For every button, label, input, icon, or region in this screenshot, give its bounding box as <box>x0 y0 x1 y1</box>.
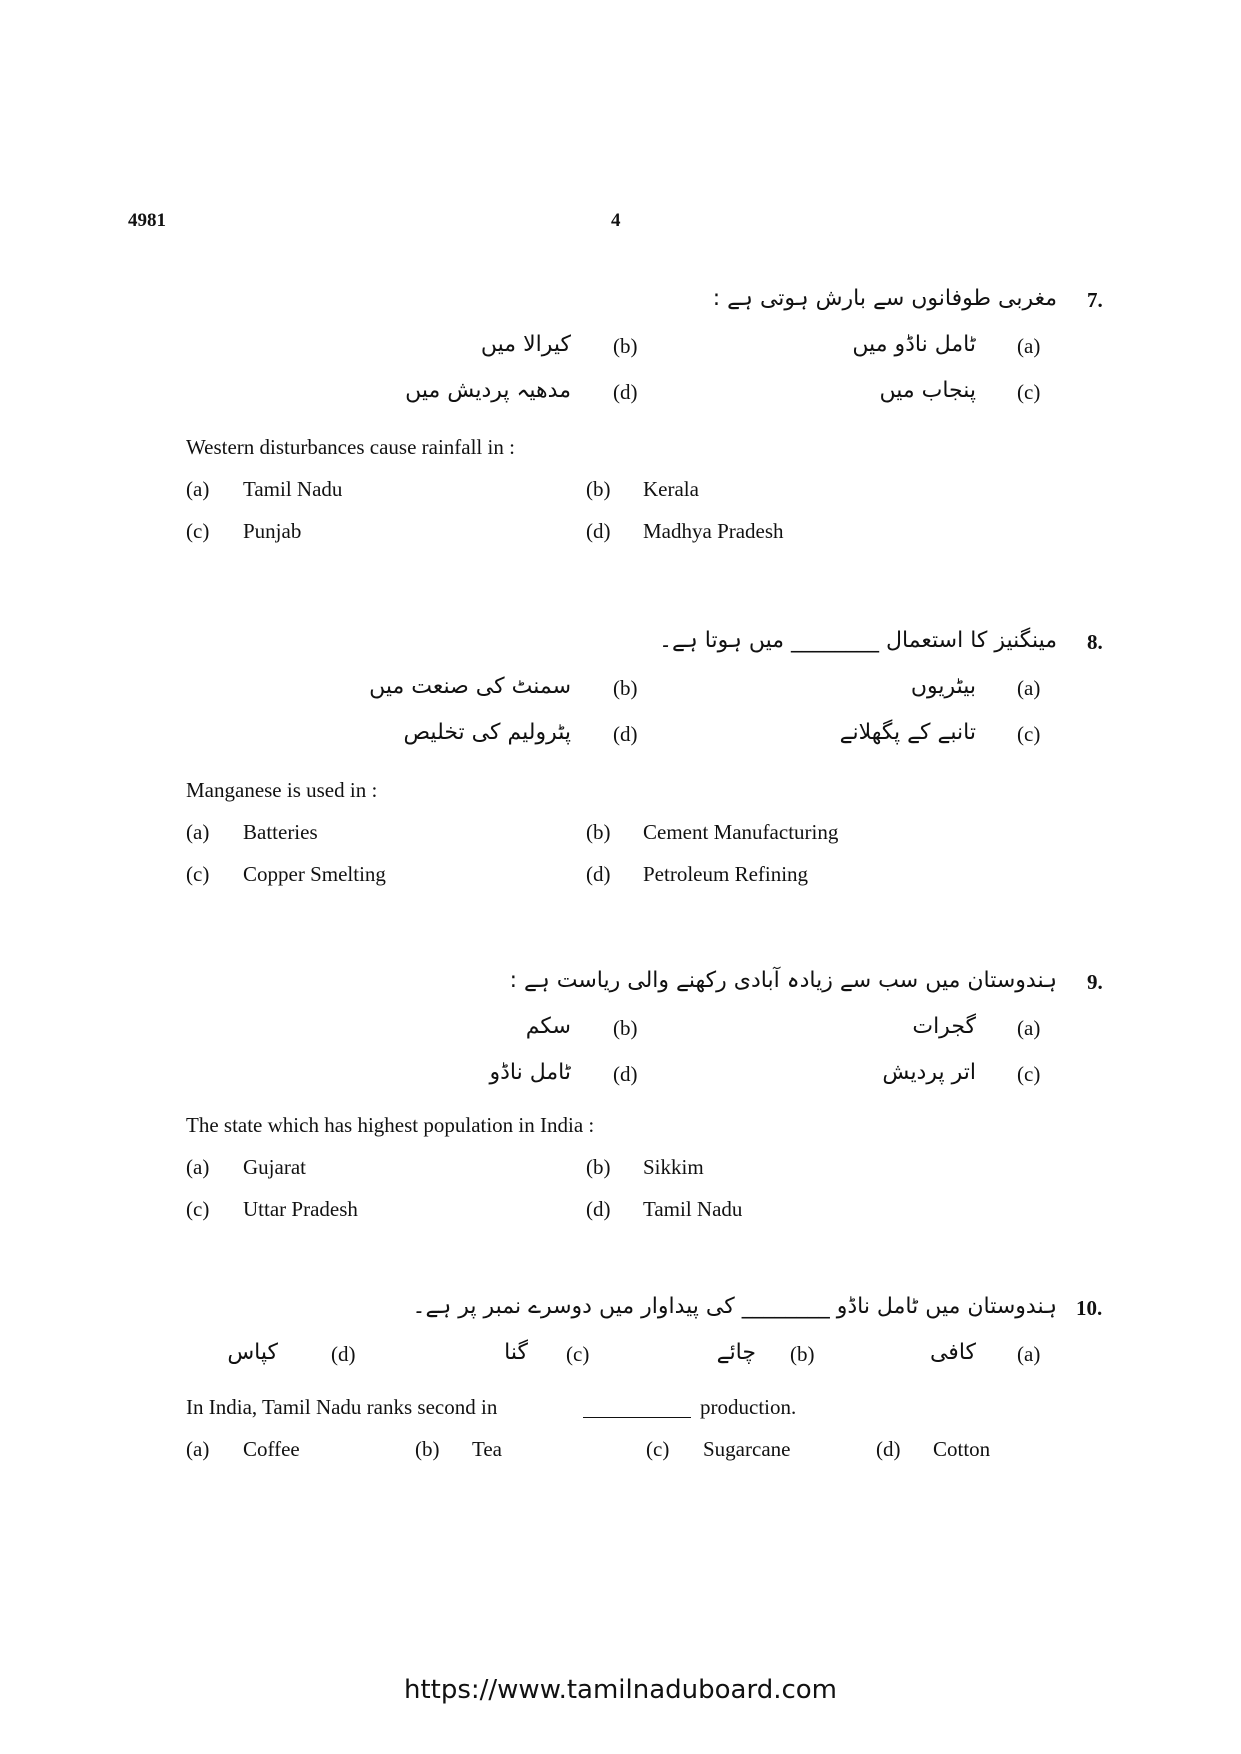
english-question-start: In India, Tamil Nadu ranks second in <box>186 1395 498 1419</box>
english-option-label: (b) <box>415 1437 440 1461</box>
urdu-option-text: اتر پردیش <box>882 1060 976 1085</box>
english-option-text: Tamil Nadu <box>243 477 343 501</box>
english-option-text: Batteries <box>243 820 318 844</box>
question-number: 8. <box>1087 630 1103 654</box>
english-option-label: (a) <box>186 1155 210 1179</box>
urdu-option-label: (c) <box>1017 1062 1041 1086</box>
english-option-label: (c) <box>186 519 210 543</box>
urdu-option-label: (d) <box>613 1062 638 1086</box>
english-option-text: Copper Smelting <box>243 862 386 886</box>
question-number: 7. <box>1087 288 1103 312</box>
english-option-label: (a) <box>186 1437 210 1461</box>
urdu-option-text: پٹرولیم کی تخلیص <box>403 720 571 745</box>
urdu-option-text: ٹامل ناڈو میں <box>852 332 976 357</box>
english-option-text: Sikkim <box>643 1155 704 1179</box>
english-option-label: (c) <box>646 1437 670 1461</box>
answer-blank-line <box>583 1417 691 1418</box>
urdu-option-label: (a) <box>1017 1016 1041 1040</box>
page-number: 4 <box>611 210 621 231</box>
english-option-text: Tea <box>472 1437 503 1461</box>
english-option-text: Kerala <box>643 477 699 501</box>
english-option-label: (c) <box>186 1197 210 1221</box>
urdu-option-text: کافی <box>929 1340 976 1365</box>
english-option-text: Cement Manufacturing <box>643 820 839 844</box>
urdu-option-text: گنا <box>504 1340 528 1365</box>
footer-url: https://www.tamilnaduboard.com <box>403 1675 838 1705</box>
urdu-option-label: (b) <box>613 334 638 358</box>
english-option-label: (b) <box>586 1155 611 1179</box>
question-number: 9. <box>1087 970 1103 994</box>
urdu-option-text: سمنٹ کی صنعت میں <box>369 674 571 699</box>
question-number: 10. <box>1076 1296 1103 1320</box>
urdu-option-text: سکم <box>525 1014 571 1039</box>
urdu-option-text: گجرات <box>912 1014 976 1039</box>
urdu-question: مغربی طوفانوں سے بارش ہوتی ہے : <box>712 286 1057 311</box>
urdu-option-label: (c) <box>1017 722 1041 746</box>
urdu-option-label: (b) <box>613 1016 638 1040</box>
urdu-option-text: مدھیہ پردیش میں <box>405 378 571 403</box>
english-question: Western disturbances cause rainfall in : <box>186 435 515 459</box>
urdu-option-label: (c) <box>1017 380 1041 404</box>
english-option-label: (d) <box>586 519 611 543</box>
urdu-option-text: ٹامل ناڈو <box>489 1060 571 1085</box>
english-option-text: Cotton <box>933 1437 991 1461</box>
english-question: The state which has highest population in India : <box>186 1113 595 1137</box>
urdu-option-label: (a) <box>1017 334 1041 358</box>
urdu-option-text: بیٹریوں <box>910 674 976 699</box>
english-option-label: (d) <box>586 862 611 886</box>
urdu-option-label: (d) <box>331 1342 356 1366</box>
english-option-text: Punjab <box>243 519 302 543</box>
urdu-question: ہندوستان میں ٹامل ناڈو ________ کی پیداوار میں دوسرے نمبر پر ہے۔ <box>412 1294 1057 1319</box>
english-option-label: (d) <box>876 1437 901 1461</box>
english-question-end: production. <box>700 1395 797 1419</box>
urdu-option-text: پنجاب میں <box>879 378 976 403</box>
english-option-text: Coffee <box>243 1437 300 1461</box>
urdu-option-label: (b) <box>790 1342 815 1366</box>
english-option-label: (b) <box>586 477 611 501</box>
english-option-text: Petroleum Refining <box>643 862 809 886</box>
english-option-label: (c) <box>186 862 210 886</box>
english-option-label: (b) <box>586 820 611 844</box>
english-option-text: Tamil Nadu <box>643 1197 743 1221</box>
english-option-text: Sugarcane <box>703 1437 791 1461</box>
english-option-label: (d) <box>586 1197 611 1221</box>
urdu-option-text: تانبے کے پگھلانے <box>839 720 976 745</box>
urdu-question: مینگنیز کا استعمال ________ میں ہوتا ہے۔ <box>659 628 1057 653</box>
english-question: Manganese is used in : <box>186 778 378 802</box>
urdu-option-label: (d) <box>613 722 638 746</box>
english-option-text: Madhya Pradesh <box>643 519 784 543</box>
urdu-option-label: (a) <box>1017 676 1041 700</box>
urdu-option-text: چائے <box>716 1340 756 1365</box>
urdu-option-label: (b) <box>613 676 638 700</box>
urdu-option-label: (a) <box>1017 1342 1041 1366</box>
english-option-text: Uttar Pradesh <box>243 1197 358 1221</box>
urdu-option-text: کیرالا میں <box>480 332 571 357</box>
urdu-question: ہندوستان میں سب سے زیادہ آبادی رکھنے والی ریاست ہے : <box>509 968 1057 993</box>
urdu-option-label: (d) <box>613 380 638 404</box>
urdu-option-label: (c) <box>566 1342 590 1366</box>
english-option-label: (a) <box>186 820 210 844</box>
urdu-option-text: کپاس <box>227 1340 278 1365</box>
paper-code: 4981 <box>128 210 166 231</box>
english-option-label: (a) <box>186 477 210 501</box>
english-option-text: Gujarat <box>243 1155 306 1179</box>
